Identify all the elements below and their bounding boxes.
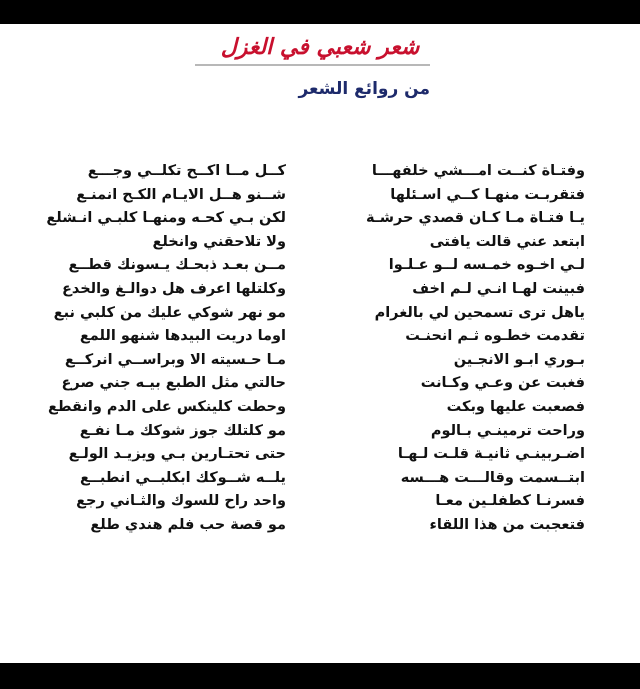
verse-line: مو نهر شوكي عليك من كلبي نبع: [53, 304, 286, 321]
verse-line: ولا تلاحقني وانخلع: [152, 233, 286, 250]
poem-right-column: [320, 160, 585, 538]
verse-line: فتقربـت منهـا كــي اسـئلها: [390, 186, 585, 203]
verse-line: يـا فتـاة مـا كـان قصدي حرشـة: [366, 210, 585, 227]
verse-line: لـي اخـوه خمـسه لــو عـلـوا: [388, 257, 585, 274]
verse-line: لكن بـي كحـه ومنهـا كلبـي انـشلع: [46, 210, 286, 227]
verse-line: حالتي مثل الطبع بيـه جني صرع: [61, 375, 286, 392]
title-underline: [195, 64, 430, 66]
verse-line: مو كلتلك جوز شوكك مـا نفـع: [79, 422, 286, 439]
verse-line: فغبت عن وعـي وكـانت: [420, 375, 585, 392]
verse-line: فتعجبت من هذا اللقاء: [429, 516, 585, 533]
verse-line: فصعبت عليها وبكت: [446, 398, 585, 415]
poem-left-column: [8, 160, 286, 538]
verse-line: وحطت كلينكس على الدم وانقطع: [47, 398, 286, 415]
verse-line: يلــه شــوكك ابكلبــي انطبــع: [80, 469, 286, 486]
verse-line: تقدمت خطـوه ثـم انحنـت: [405, 328, 585, 345]
poem-subtitle: من روائع الشعر: [298, 79, 430, 99]
verse-line: شــنو هــل الايـام الكـح انمنـع: [76, 186, 286, 203]
verse-line: فبينت لهـا انـي لـم اخف: [412, 280, 585, 297]
verse-line: فسرنـا كطفلـين معـا: [435, 493, 585, 510]
poem-title: شعر شعبي في الغزل: [220, 35, 420, 60]
verse-line: كــل مــا اكــح تكلــي وجـــع: [87, 163, 286, 179]
verse-line: مــن بعـد ذبحـك يـسونك قطــع: [68, 257, 286, 274]
verse-line: وراحت ترمينـي بـالوم: [430, 422, 585, 439]
verse-line: اضـربينـي ثانيـة قلـت لـهـا: [397, 446, 585, 463]
top-black-bar: [0, 0, 640, 24]
verse-line: مو قصة حب فلم هندي طلع: [90, 516, 286, 533]
verse-line: مـا حـسيته الا وبراســي انركــع: [64, 351, 286, 368]
verse-line: وفتـاة كنــت امـــشي خلفهـــا: [371, 163, 585, 179]
bottom-black-bar: [0, 663, 640, 689]
verse-line: بـوري ابـو الانجـين: [453, 351, 585, 368]
verse-line: حتى تحتـارين بـي ويزيـد الولـع: [68, 446, 286, 463]
verse-line: اوما دريت البيدها شنهو اللمع: [79, 328, 286, 345]
verse-line: واحد راح للسوك والثـاني رجع: [76, 493, 286, 510]
verse-line: ابتعد عني قالت يافتى: [429, 233, 585, 250]
verse-line: وكلتلها اعرف هل دوالـغ والخدع: [61, 280, 286, 297]
verse-line: ياهل ترى تسمحين لي بالغرام: [374, 304, 585, 321]
verse-line: ابتــسمت وقالـــت هـــسه: [400, 469, 585, 486]
